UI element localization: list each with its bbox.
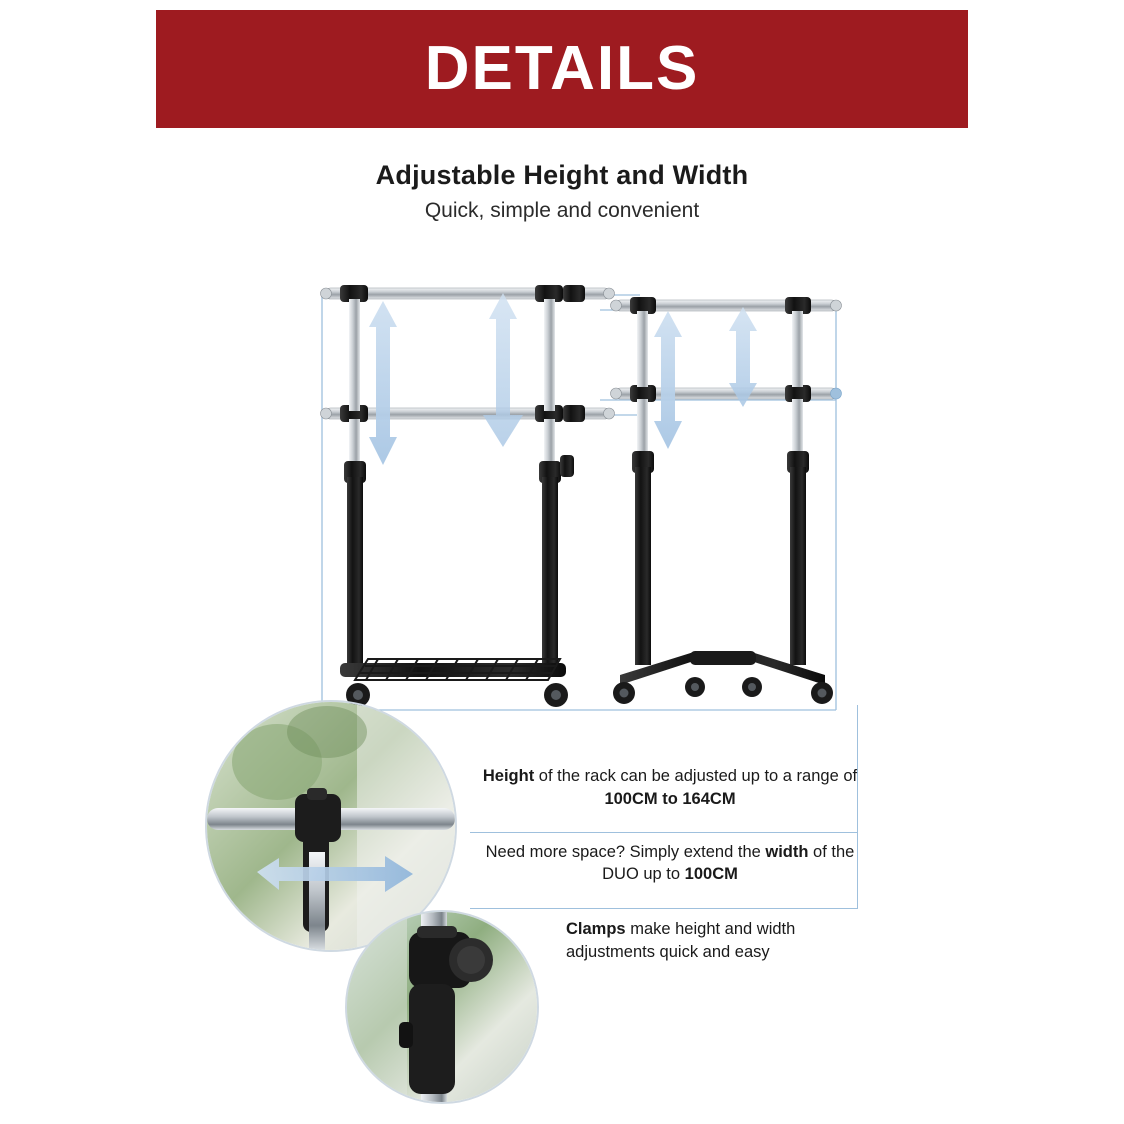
heading-block [0,160,1124,223]
clamps-callout-text: make height and width adjustments quick and easy [566,920,796,961]
width-callout-text-1: Need more space? Simply extend the [485,842,766,861]
width-callout-text-2: of the DUO up to [602,842,855,884]
height-callout-strong-2: 100CM to 164CM [604,789,736,808]
width-callout [470,825,870,903]
double-rail-rack [321,285,615,707]
single-rail-rack [611,297,842,704]
width-callout-strong-1: width [765,842,809,861]
height-callout-strong-1: Height [482,767,535,785]
callout-list [470,765,870,964]
clamps-callout [470,902,870,964]
clamps-callout-strong: Clamps [566,920,626,939]
height-callout-text: of the rack can be adjusted up to a range of [534,767,858,785]
height-callout [470,765,870,825]
details-banner [156,10,968,128]
rack-diagram [0,255,1124,755]
page-subtitle: Quick, simple and convenient [424,199,700,222]
product-illustration [0,255,1124,755]
page-title: Adjustable Height and Width [375,160,749,190]
width-callout-strong-2: 100CM [684,865,738,884]
adjustment-arrows [369,293,757,465]
banner-title: DETAILS [424,34,700,103]
guide-lines [322,295,836,710]
